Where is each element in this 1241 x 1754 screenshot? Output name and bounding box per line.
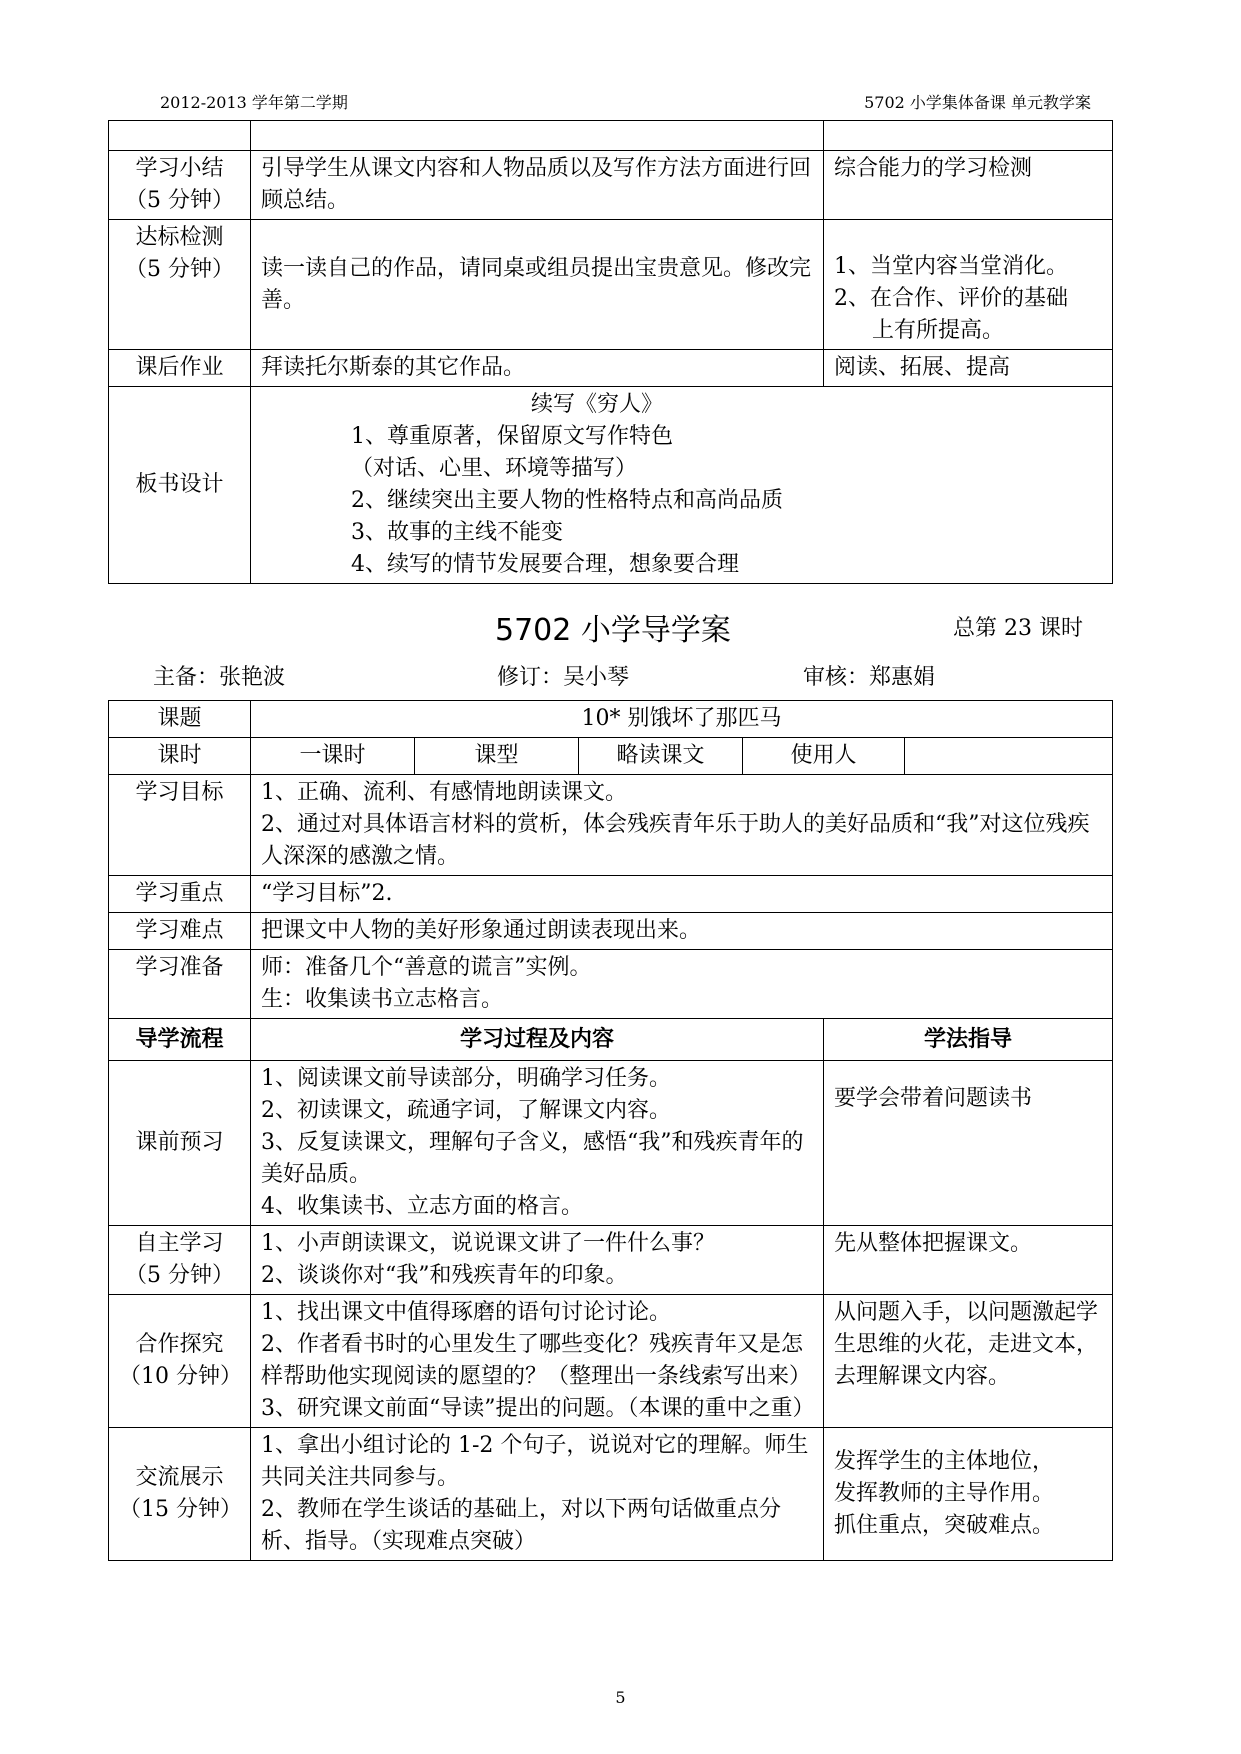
board-line: 3、故事的主线不能变 [351,520,563,545]
empty-cell [824,121,1113,151]
board-design-content [251,387,1113,584]
self-study-guide: 先从整体把握课文。 [824,1226,1113,1295]
flow-header-row [109,1019,1113,1061]
homework-guide: 阅读、拓展、提高 [824,350,1113,387]
homework-row [109,350,1113,387]
difficulty-content: 把课文中人物的美好形象通过朗读表现出来。 [251,913,1113,950]
prep-label: 学习准备 [109,950,251,1019]
user-value [905,738,1113,775]
prep-row [109,950,1113,1019]
board-line: 续写《穷人》 [531,392,664,417]
self-study-content: 1、小声朗读课文，说说课文讲了一件什么事？ 2、谈谈你对“我”和残疾青年的印象。 [251,1226,824,1295]
self-study-row [109,1226,1113,1295]
type-value: 略读课文 [579,738,743,775]
coop-guide: 从问题入手，以问题激起学生思维的火花，走进文本，去理解课文内容。 [824,1295,1113,1428]
guide-plan-table [108,700,1113,1561]
summary-guide: 综合能力的学习检测 [824,151,1113,220]
coop-content: 1、找出课文中值得琢磨的语句讨论讨论。 2、作者看书时的心里发生了哪些变化？残疾青年又是怎样帮助他实现阅读的愿望的？（整理出一条线索写出来） 3、研究课文前面“导读”提出的问题。（本课的重中之重） [251,1295,824,1428]
preview-row [109,1061,1113,1226]
board-line: 2、继续突出主要人物的性格特点和高尚品质 [351,488,783,513]
flow-header-guide: 学法指导 [824,1019,1113,1061]
board-design-label: 板书设计 [109,387,251,584]
user-label: 使用人 [743,738,905,775]
test-label: 达标检测 （5 分钟） [109,220,251,350]
summary-content: 引导学生从课文内容和人物品质以及写作方法方面进行回顾总结。 [251,151,824,220]
preview-label: 课前预习 [109,1061,251,1226]
summary-row [109,151,1113,220]
test-row [109,220,1113,350]
flow-header-process: 导学流程 [109,1019,251,1061]
flow-header-content: 学习过程及内容 [251,1019,824,1061]
page-number: 5 [615,1688,626,1707]
header-term: 2012-2013 学年第二学期 [160,93,348,112]
summary-label: 学习小结 （5 分钟） [109,151,251,220]
doc-title: 5702 小学导学案 [495,613,731,648]
prep-content: 师：准备几个“善意的谎言”实例。 生：收集读书立志格言。 [251,950,1113,1019]
topic-row [109,701,1113,738]
goals-content: 1、正确、流利、有感情地朗读课文。 2、通过对具体语言材料的赏析，体会残疾青年乐于助人的美好品质和“我”对这位残疾人深深的感激之情。 [251,775,1113,876]
test-content: 读一读自己的作品，请同桌或组员提出宝贵意见。修改完善。 [251,220,824,350]
preview-guide: 要学会带着问题读书 [824,1061,1113,1226]
coop-row [109,1295,1113,1428]
topic-value: 10* 别饿坏了那匹马 [251,701,1113,738]
header-doc-name: 5702 小学集体备课 单元教学案 [864,93,1091,112]
self-study-label: 自主学习 （5 分钟） [109,1226,251,1295]
focus-row [109,876,1113,913]
share-guide: 发挥学生的主体地位， 发挥教师的主导作用。 抓住重点，突破难点。 [824,1428,1113,1561]
homework-label: 课后作业 [109,350,251,387]
reviewer: 审核：郑惠娟 [803,665,936,690]
preview-content: 1、阅读课文前导读部分，明确学习任务。 2、初读课文，疏通字词，了解课文内容。 3、反复读课文，理解句子含义，感悟“我”和残疾青年的美好品质。 4、收集读书、立志方面的格言。 [251,1061,824,1226]
hours-label: 课时 [109,738,251,775]
focus-label: 学习重点 [109,876,251,913]
test-guide: 1、当堂内容当堂消化。 2、在合作、评价的基础 上有所提高。 [824,220,1113,350]
board-design-row [109,387,1113,584]
goals-row [109,775,1113,876]
coop-label: 合作探究 （10 分钟） [109,1295,251,1428]
share-label: 交流展示 （15 分钟） [109,1428,251,1561]
share-content: 1、拿出小组讨论的 1-2 个句子，说说对它的理解。师生共同关注共同参与。 2、教师在学生谈话的基础上，对以下两句话做重点分析、指导。（实现难点突破） [251,1428,824,1561]
focus-content: “学习目标”2. [251,876,1113,913]
hours-row [109,738,1113,775]
empty-cell [251,121,824,151]
hours-value: 一课时 [251,738,415,775]
lead-teacher: 主备：张艳波 [153,665,286,690]
reviser: 修订：吴小琴 [497,665,630,690]
difficulty-row [109,913,1113,950]
goals-label: 学习目标 [109,775,251,876]
type-label: 课型 [415,738,579,775]
unit-plan-table [108,120,1113,584]
lesson-number: 总第 23 课时 [953,616,1083,641]
board-line: 4、续写的情节发展要合理，想象要合理 [351,552,739,577]
empty-cell [109,121,251,151]
topic-label: 课题 [109,701,251,738]
homework-content: 拜读托尔斯泰的其它作品。 [251,350,824,387]
difficulty-label: 学习难点 [109,913,251,950]
board-line: 1、尊重原著，保留原文写作特色 [351,424,673,449]
share-row [109,1428,1113,1561]
board-line: （对话、心里、环境等描写） [351,456,638,481]
